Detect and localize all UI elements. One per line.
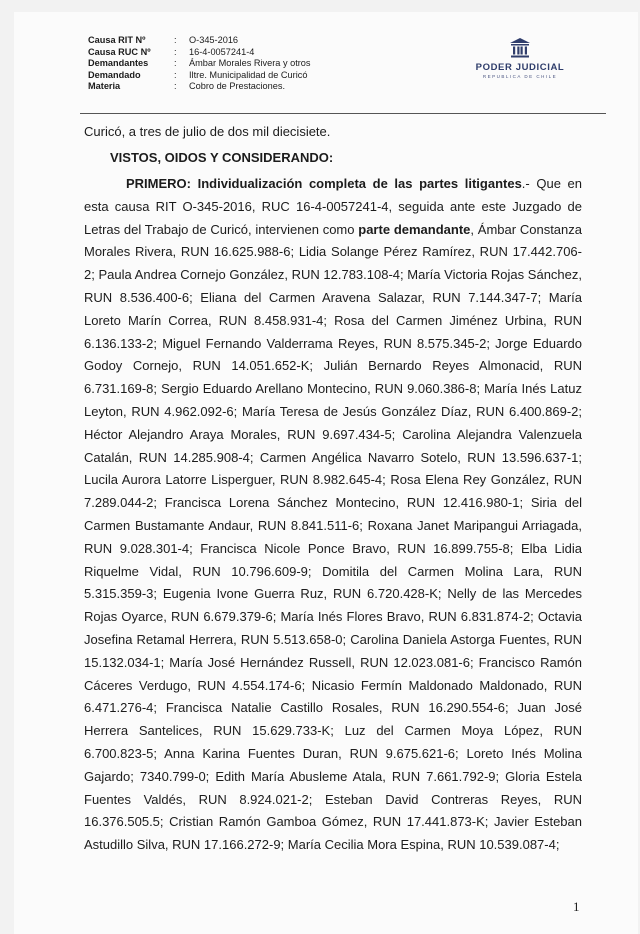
paragraph-text-1: .- Que en esta causa RIT O-345-2016, RUC 16-4-0057241-4, seguida ante este Juzgado de Letras del Trabajo de Curicó, intervienen como [84,176,582,237]
meta-value: 16-4-0057241-4 [189,46,255,57]
meta-separator: : [174,69,177,80]
meta-label: Demandantes [88,58,149,68]
paragraph-text-2: , Ámbar Constanza Morales Rivera, RUN 16.625.988-6; Lidia Solange Pérez Ramírez, RUN 17.442.706-2; Paula Andrea Cornejo González, RUN 12.783.108-4; María Victoria Rojas Sánchez, RUN 8.536.400-6; Eliana del Carmen Aravena Salazar, RUN 7.144.347-7; María Loreto Marín Correa, RUN 8.458.931-4; Rosa del Carmen Jiménez Urbina, RUN 6.136.133-2; Miguel Fernando Valderrama Reyes, RUN 8.575.345-2; Jorge Eduardo Godoy Cornejo, RUN 14.051.652-K; Julián Bernardo Reyes Almonacid, RUN 6.731.169-8; Sergio Eduardo Arellano Montecino, RUN 9.060.386-8; María Inés Latuz Leyton, RUN 4.962.092-6; María Teresa de Jesús González Díaz, RUN 6.400.869-2; Héctor Alejandro Araya Morales, RUN 9.697.434-5; Carolina Alejandra Valenzuela Catalán, RUN 14.285.908-4; Carmen Angélica Navarro Sotelo, RUN 13.596.637-1; Lucila Aurora Latorre Lisperguer, RUN 8.982.645-4; Rosa Elena Rey González, RUN 7.289.044-2; Francisca Lorena Sánchez Montecino, RUN 12.416.980-1; Siria del Carmen Bustamante Andaur, RUN 8.841.511-6; Roxana Janet Maripangui Arriagada, RUN 9.028.301-4; Francisca Nicole Ponce Bravo, RUN 16.899.755-8; Elba Lidia Riquelme Vidal, RUN 10.796.609-9; Domitila del Carmen Molina Lara, RUN 5.315.359-3; Eugenia Ivone Guerra Ruz, RUN 6.720.428-K; Nelly de las Mercedes Rojas Oyarce, RUN 6.679.379-6; María Inés Flores Bravo, RUN 6.831.874-2; Octavia Josefina Retamal Herrera, RUN 5.513.658-0; Carolina Daniela Astorga Fuentes, RUN 15.132.034-1; María José Hernández Russell, RUN 12.023.081-6; Francisco Ramón Cáceres Verdugo, RUN 4.554.174-6; Nicasio Fermín Maldonado Maldonado, RUN 6.471.276-4; Francisca Natalie Castillo Rosales, RUN 16.290.554-6; Juan José Herrera Santelices, RUN 15.629.733-K; Luz del Carmen Moya López, RUN 6.700.823-5; Anna Karina Fuentes Duran, RUN 9.675.621-6; Loreto Inés Molina Gajardo; 7340.799-0; Edith María Abusleme Atala, RUN 7.661.792-9; Gloria Estela Fuentes Valdés, RUN 8.924.021-2; Esteban David Contreras Reyes, RUN 16.376.505.5; Cristian Ramón Gamboa Gómez, RUN 17.441.873-K; Javier Esteban Astudillo Silva, RUN 17.166.272-9; María Cecilia Mora Espina, RUN 10.539.087-4; [84,221,582,853]
section-heading: VISTOS, OIDOS Y CONSIDERANDO: [110,150,334,165]
meta-label: Demandado [88,69,141,80]
meta-row-demandantes [88,58,311,70]
meta-value: Iltre. Municipalidad de Curicó [189,69,308,80]
document-body [84,173,582,857]
logo-title: PODER JUDICIAL [475,62,565,73]
meta-row-materia [88,81,311,93]
meta-row-rit [88,35,311,47]
header-divider [80,113,606,114]
page-number: 1 [573,899,580,914]
paragraph-primero [84,173,582,857]
case-metadata [88,35,311,93]
meta-separator: : [174,35,177,45]
paragraph-lead: PRIMERO: Individualización completa de las partes litigantes [126,176,522,191]
logo-subtitle: REPUBLICA DE CHILE [482,74,558,79]
meta-separator: : [174,58,177,68]
meta-value: Cobro de Prestaciones. [189,81,286,91]
parte-demandante-term: parte demandante [358,221,471,237]
meta-label: Causa RIT Nº [88,35,146,45]
meta-row-ruc [88,47,311,59]
meta-value: Ámbar Morales Rivera y otros [189,58,311,68]
date-line: Curicó, a tres de julio de dos mil diecisiete. [84,124,331,139]
meta-label: Materia [88,81,121,91]
courthouse-icon [508,36,532,60]
meta-label: Causa RUC Nº [88,46,151,57]
meta-separator: : [174,46,177,57]
meta-separator: : [174,81,177,91]
meta-row-demandado [88,70,311,82]
meta-value: O-345-2016 [189,35,239,45]
poder-judicial-logo [470,36,570,79]
